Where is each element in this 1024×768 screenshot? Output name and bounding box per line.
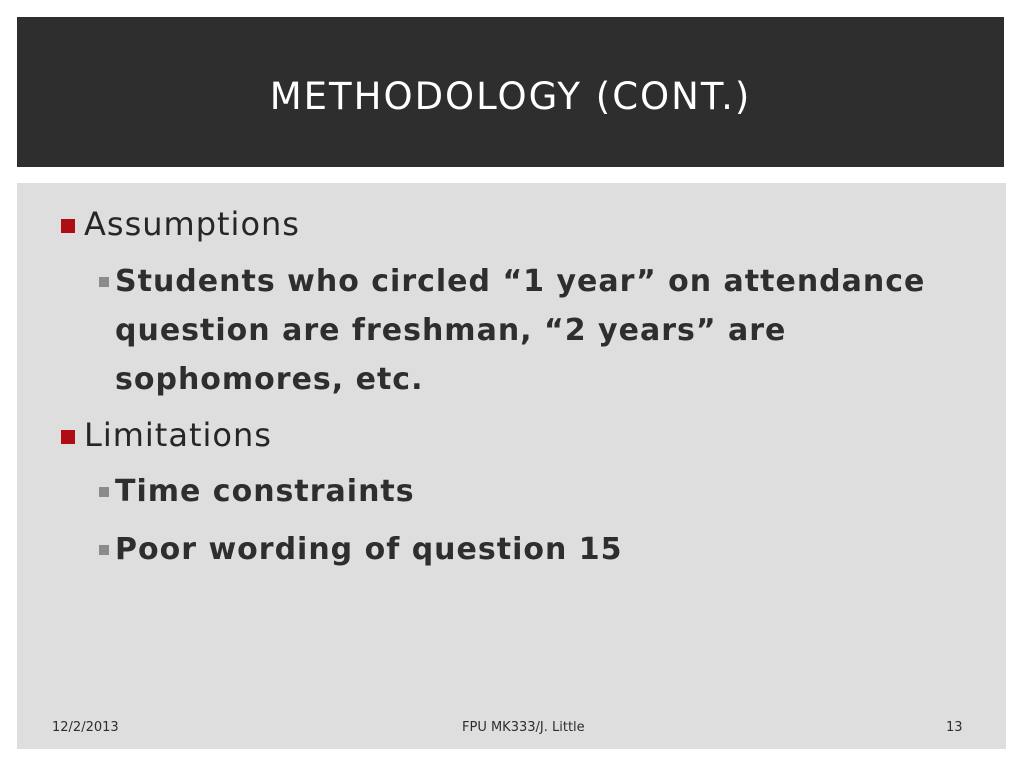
footer-course: FPU MK333/J. Little — [462, 720, 585, 735]
bullet-limitations — [61, 416, 272, 454]
slide-title-bar — [17, 17, 1004, 167]
bullet-assumptions-label: Assumptions — [84, 205, 300, 243]
sub-bullet-attendance-label: Students who circled “1 year” on attendance question are freshman, “2 years” are sophomores, etc. — [115, 264, 926, 397]
slide-content-panel — [17, 183, 1006, 749]
footer-date: 12/2/2013 — [52, 720, 119, 735]
sub-bullet-poor-wording-label: Poor wording of question 15 — [115, 532, 623, 567]
square-bullet-icon — [61, 430, 75, 444]
square-sub-bullet-icon — [99, 545, 109, 555]
footer-page-number: 13 — [946, 720, 963, 735]
bullet-limitations-label: Limitations — [84, 416, 272, 454]
square-sub-bullet-icon — [99, 487, 109, 497]
square-sub-bullet-icon — [99, 277, 109, 287]
sub-bullet-poor-wording — [99, 525, 623, 574]
slide-title: METHODOLOGY (CONT.) — [269, 74, 752, 118]
square-bullet-icon — [61, 219, 75, 233]
sub-bullet-time-constraints-label: Time constraints — [115, 474, 415, 509]
bullet-assumptions — [61, 205, 300, 243]
sub-bullet-attendance — [99, 257, 939, 404]
sub-bullet-time-constraints — [99, 467, 415, 516]
